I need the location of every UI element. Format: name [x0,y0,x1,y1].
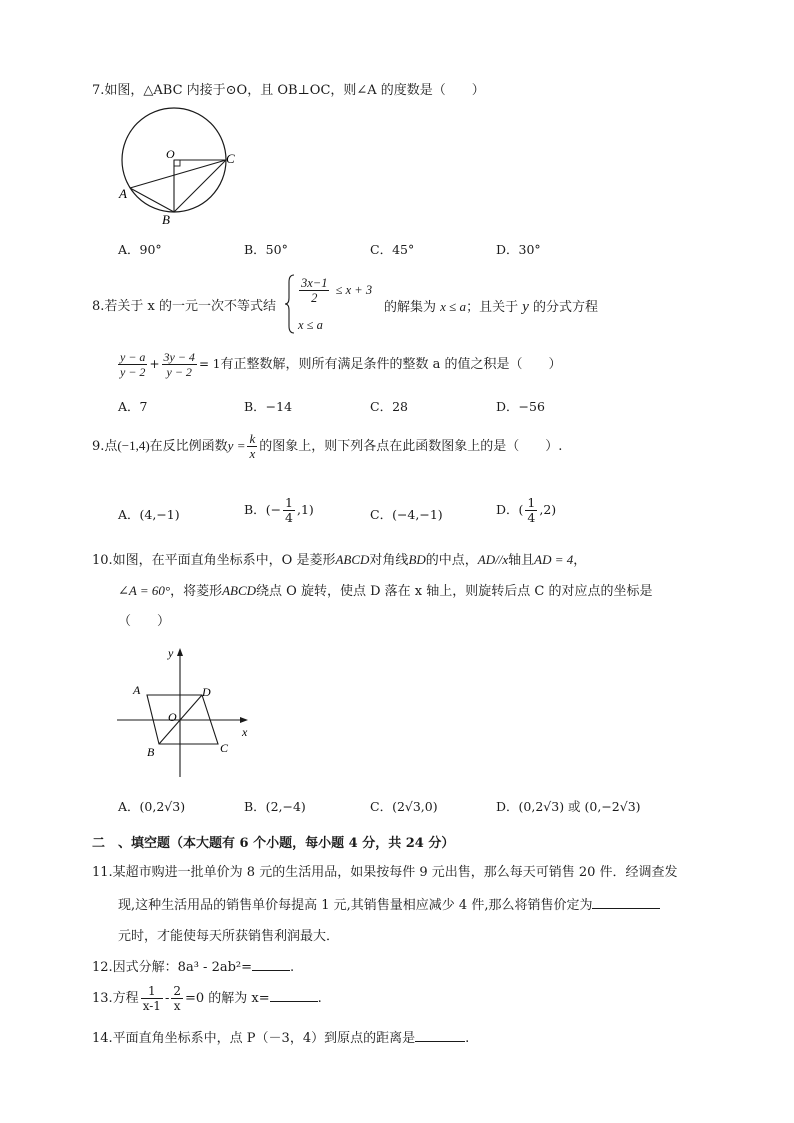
q14-line [92,1029,469,1048]
q10-line1-mid2: 的中点， [425,553,478,568]
q9-opt-a-label: A． [118,507,140,522]
q10-ad-parallel: AD//x [477,552,509,567]
q9-opt-d-den: 4 [527,510,536,525]
q8-solution: x ≤ a [440,299,467,314]
q8-system-brace [285,274,295,334]
q14-text: 14.平面直角坐标系中，点 P（－3，4）到原点的距离是 [92,1031,416,1046]
q9-stem-tail: 的图象上，则下列各点在此函数图象上的是（ ）. [259,439,563,454]
q8-eq-rhs: = 1 [198,357,221,371]
q14-end: . [465,1031,470,1046]
q10-label-o: O [168,710,177,724]
q7-option-b[interactable]: B．50° [244,242,288,257]
q9-option-c[interactable] [370,505,443,523]
q7-label-a: A [119,186,127,201]
q7-stem: 7.如图，△ABC 内接于⊙O，且 OB⊥OC，则∠A 的度数是（ ） [92,83,485,98]
q11-line3: 元时，才能使每天所获销售利润最大． [118,929,340,944]
q9-opt-d-post: ,2) [539,502,557,517]
q9-stem-prefix: 9.点 [92,439,118,454]
q8-sys-tail: ≤ x + 3 [335,283,373,297]
q10-label-c: C [220,741,229,755]
q8-sys-num: 3x−1 [301,276,328,290]
q8-eq-plus: + [149,357,160,371]
q9-opt-c-label: C． [370,507,393,522]
q10-label-y: y [168,646,174,660]
q7-label-b: B [162,212,170,227]
q10-ad-eq: AD = 4 [534,552,574,567]
q12-end: . [290,960,295,975]
q10-abcd-2: ABCD [222,583,257,598]
q8-stem-prefix: 8.若关于 x 的一元一次不等式结 [92,299,276,314]
q13-pre: 13.方程 [92,991,139,1006]
q12-answer-blank[interactable] [252,958,290,971]
q10-line1-pre: 10.如图，在平面直角坐标系中，O 是菱形 [92,553,336,568]
q7-label-o: O [166,147,175,161]
q13-end: . [317,991,322,1006]
q10-abcd-1: ABCD [335,552,370,567]
q9-option-a[interactable] [118,505,180,523]
q8-text-tail: 的分式方程 [533,300,599,315]
q10-line2 [118,582,652,601]
q10-rhombus-figure [112,642,262,782]
q8-text-mid: 的解集为 [384,300,437,315]
q9-opt-b-pre: (− [265,502,282,517]
q10-label-b: B [147,745,155,759]
q7-option-d[interactable]: D．30° [496,242,541,257]
q8-option-c[interactable]: C．28 [370,399,408,414]
q8-option-a[interactable]: A．7 [118,399,148,414]
q10-label-x: x [242,725,248,739]
q10-option-a[interactable]: A．(0,2√3) [118,799,186,814]
q10-option-b[interactable]: B．(2,−4) [244,799,306,814]
q10-line1 [92,551,586,570]
q13-answer-blank[interactable] [270,989,318,1002]
q7-option-a[interactable]: A．90° [118,242,162,257]
q13-minus: - [164,991,170,1006]
q8-eq-f2-den: y − 2 [166,365,192,379]
q10-option-c[interactable]: C．(2√3,0) [370,799,438,814]
q9-option-b[interactable] [244,496,314,525]
q11-line2-text: 现,这种生活用品的销售单价每提高 1 元,其销售量相应减少 4 件,那么将销售价定为 [118,898,593,913]
q7-circle-figure [112,105,252,230]
q8-stem-mid [384,298,598,317]
q8-sys-den: 2 [311,291,318,305]
q7-option-c[interactable]: C．45° [370,242,415,257]
q8-text-mid2: ；且关于 [466,300,519,315]
q10-line2-mid: ，将菱形 [170,584,223,599]
q9-opt-c-value: (−4,−1) [392,507,443,522]
q13-f2-den: x [173,999,181,1013]
q9-opt-d-label: D． [496,502,519,517]
q10-line2-tail: 绕点 O 旋转，使点 D 落在 x 轴上，则旋转后点 C 的对应点的坐标是 [256,584,653,599]
q8-equation [118,350,561,379]
q8-eq-f2-num: 3y − 4 [163,350,195,364]
q9-opt-d-pre: ( [518,502,524,517]
q10-bd: BD [408,552,426,567]
q10-line1-end: ， [573,553,587,568]
q13-f1-num: 1 [141,984,163,999]
q10-line1-mid3: 轴且 [508,553,535,568]
q8-option-b[interactable]: B．−14 [244,399,293,414]
q8-option-d[interactable]: D．−56 [496,399,545,414]
q10-line3: （ ） [118,614,171,629]
q9-opt-b-label: B． [244,502,266,517]
q9-opt-d-num: 1 [527,495,536,510]
q13-post: =0 的解为 x= [184,991,270,1006]
q9-opt-a-value: (4,−1) [139,507,180,522]
q10-label-d: D [202,685,211,699]
q9-opt-b-post: ,1) [297,502,314,517]
q9-point: (−1,4) [117,438,150,453]
q9-option-d[interactable] [496,496,556,525]
q10-angle: ∠A = 60° [118,583,171,598]
q11-line2 [118,896,660,915]
q8-var-y: y [522,299,529,315]
q13-f1-den: x-1 [142,999,161,1013]
q9-opt-b-num: 1 [285,495,293,510]
q8-system-line2: x ≤ a [298,318,323,332]
q10-option-d[interactable]: D．(0,2√3) 或 (0,−2√3) [496,799,641,814]
q13-line [92,984,322,1013]
q14-answer-blank[interactable] [415,1029,465,1042]
q9-stem [92,432,562,461]
q7-label-c: C [226,151,235,166]
q10-label-a: A [133,683,141,697]
q9-func-den: x [249,446,256,461]
q8-system-line1 [297,276,372,305]
q13-f2-num: 2 [173,984,181,998]
q12-text: 12.因式分解：8a³ - 2ab²= [92,960,253,975]
section-2-heading: 二 、填空题（本大题有 6 个小题，每小题 4 分，共 24 分） [92,836,455,851]
q8-eq-f1-num: y − a [120,350,146,364]
q12-line [92,958,294,977]
q11-line1: 11.某超市购进一批单价为 8 元的生活用品，如果按每件 9 元出售，那么每天可销售 20 件．经调查发 [92,865,678,880]
q9-func-lhs: y = [227,438,246,453]
q8-eq-f1-den: y − 2 [120,365,146,379]
q9-opt-b-den: 4 [285,510,293,525]
q9-stem-mid: 在反比例函数 [149,439,228,454]
q11-answer-blank[interactable] [592,896,660,909]
q9-func-num: k [249,431,256,446]
q10-line1-mid: 对角线 [369,553,409,568]
q8-stem2: 有正整数解，则所有满足条件的整数 a 的值之积是（ ） [220,357,562,372]
